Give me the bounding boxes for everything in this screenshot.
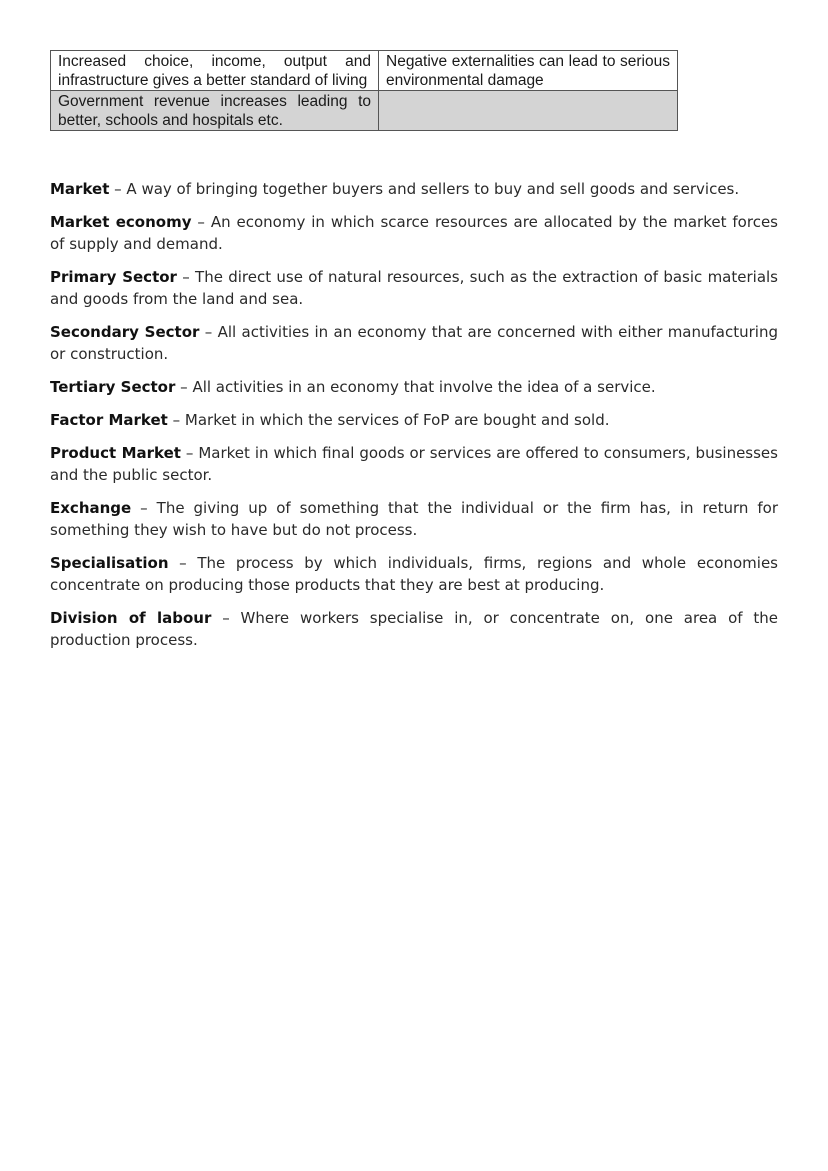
definitions-list [50,178,778,662]
definition-separator: – [109,180,127,198]
definition-separator: – [167,411,185,429]
table-cell-disadvantage: Negative externalities can lead to serious environmental damage [379,51,678,91]
table-row [51,51,678,91]
definition-text: All activities in an economy that involve the idea of a service. [192,378,656,396]
definition-text: The process by which individuals, firms, regions and whole economies concentrate on producing those products that they are best at producing. [50,554,778,594]
table-row [51,91,678,131]
definition-term: Factor Market [50,411,168,429]
definition-separator: – [131,499,157,517]
table-cell-advantage: Increased choice, income, output and infrastructure gives a better standard of living [51,51,379,91]
definition-secondary-sector [50,321,778,365]
definition-separator: – [211,609,241,627]
definition-text: An economy in which scarce resources are allocated by the market forces of supply and demand. [50,213,778,253]
definition-primary-sector [50,266,778,310]
definition-term: Market [50,180,110,198]
definition-factor-market [50,409,778,431]
definition-text: Market in which final goods or services are offered to consumers, businesses and the public sector. [50,444,778,484]
table-cell-advantage: Government revenue increases leading to better, schools and hospitals etc. [51,91,379,131]
definition-term: Secondary Sector [50,323,200,341]
definition-tertiary-sector [50,376,778,398]
definition-text: Where workers specialise in, or concentrate on, one area of the production process. [50,609,778,649]
definition-text: Market in which the services of FoP are bought and sold. [184,411,610,429]
definition-product-market [50,442,778,486]
definition-separator: – [176,268,196,286]
definition-term: Tertiary Sector [50,378,176,396]
definition-market-economy [50,211,778,255]
definition-text: All activities in an economy that are concerned with either manufacturing or construction. [50,323,778,363]
definition-text: The direct use of natural resources, such as the extraction of basic materials and goods from the land and sea. [50,268,778,308]
definition-term: Division of labour [50,609,212,627]
definition-separator: – [191,213,211,231]
definition-term: Primary Sector [50,268,177,286]
definition-market [50,178,778,200]
definition-term: Exchange [50,499,132,517]
definition-text: A way of bringing together buyers and sellers to buy and sell goods and services. [126,180,740,198]
definition-division-of-labour [50,607,778,651]
definition-exchange [50,497,778,541]
definition-term: Market economy [50,213,192,231]
definition-separator: – [199,323,218,341]
definition-specialisation [50,552,778,596]
definition-term: Specialisation [50,554,169,572]
definition-term: Product Market [50,444,181,462]
definition-separator: – [180,444,199,462]
definition-text: The giving up of something that the individual or the firm has, in return for something they wish to have but do not process. [50,499,778,539]
definition-separator: – [175,378,193,396]
definition-separator: – [168,554,198,572]
table-cell-disadvantage [379,91,678,131]
advantages-disadvantages-table [50,50,678,131]
